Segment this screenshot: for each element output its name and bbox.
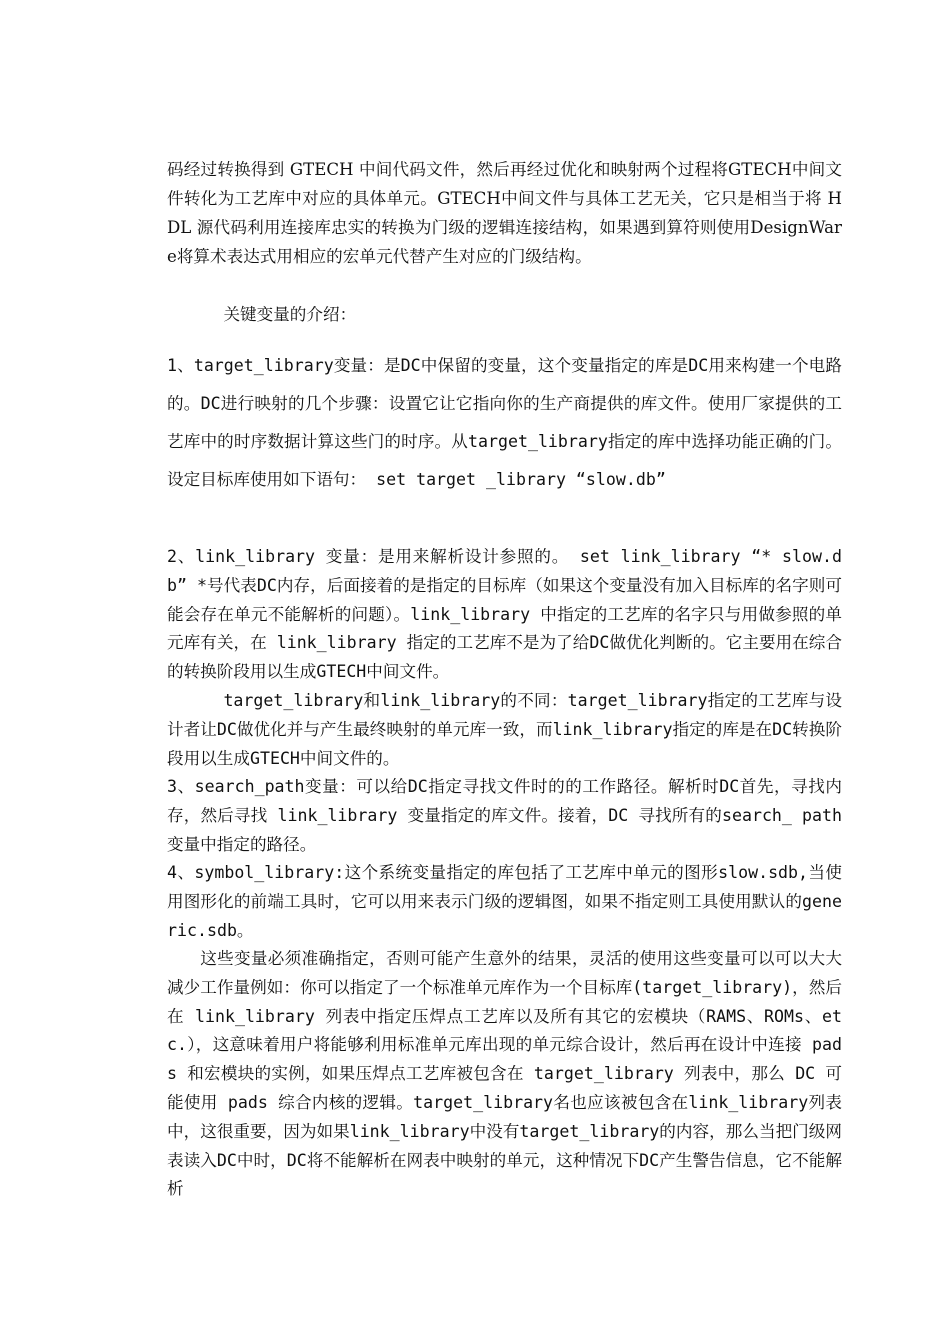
section-heading: 关键变量的介绍：	[223, 305, 357, 324]
paragraph-link-library: 2、link_library 变量：是用来解析设计参照的。 set link_library “* slow.db” *号代表DC内存，后面接着的是指定的目标库（如果这个变量没有加入目标库的名字则可能会存在单元不能解析的问题）。link_library 中指定的工艺库的名字只与用做参照的单元库有关，在 link_library 指定的工艺库不是为了给DC做优化判断的。它主要用在综合的转换阶段用以生成GTECH中间文件。	[167, 547, 842, 682]
paragraph-library-difference: target_library和link_library的不同：target_library指定的工艺库与设计者让DC做优化并与产生最终映射的单元库一致，而link_library指定的库是在DC转换阶段用以生成GTECH中间文件的。	[167, 691, 842, 768]
paragraph-variables-usage: 这些变量必须准确指定，否则可能产生意外的结果，灵活的使用这些变量可以可以大大减少工作量例如：你可以指定了一个标准单元库作为一个目标库(target_library)，然后在 link_library 列表中指定压焊点工艺库以及所有其它的宏模块（RAMS、ROMs、etc.），这意味着用户将能够利用标准单元库出现的单元综合设计，然后再在设计中连接 pads 和宏模块的实例，如果压焊点工艺库被包含在 target_library 列表中，那么 DC 可能使用 pads 综合内核的逻辑。target_library名也应该被包含在link_library列表中，这很重要，因为如果link_library中没有target_library的内容，那么当把门级网表读入DC中时，DC将不能解析在网表中映射的单元，这种情况下DC产生警告信息，它不能解析	[167, 949, 842, 1199]
paragraph-target-library: 1、target_library变量：是DC中保留的变量，这个变量指定的库是DC用来构建一个电路的。DC进行映射的几个步骤：设置它让它指向你的生产商提供的库文件。使用厂家提供的工艺库中的时序数据计算这些门的时序。从target_library指定的库中选择功能正确的门。设定目标库使用如下语句： set target _library “slow.db”	[167, 356, 842, 489]
paragraph-search-path: 3、search_path变量：可以给DC指定寻找文件时的的工作路径。解析时DC首先，寻找内存，然后寻找 link_library 变量指定的库文件。接着，DC 寻找所有的search_ path变量中指定的路径。	[167, 777, 842, 854]
paragraph-symbol-library: 4、symbol_library:这个系统变量指定的库包括了工艺库中单元的图形slow.sdb,当使用图形化的前端工具时，它可以用来表示门级的逻辑图，如果不指定则工具使用默认的generic.sdb。	[167, 863, 842, 940]
paragraph-gtech-intro: 码经过转换得到 GTECH 中间代码文件，然后再经过优化和映射两个过程将GTECH中间文件转化为工艺库中对应的具体单元。GTECH中间文件与具体工艺无关，它只是相当于将 HDL 源代码利用连接库忠实的转换为门级的逻辑连接结构，如果遇到算符则使用DesignWare将算术表达式用相应的宏单元代替产生对应的门级结构。	[167, 160, 842, 266]
